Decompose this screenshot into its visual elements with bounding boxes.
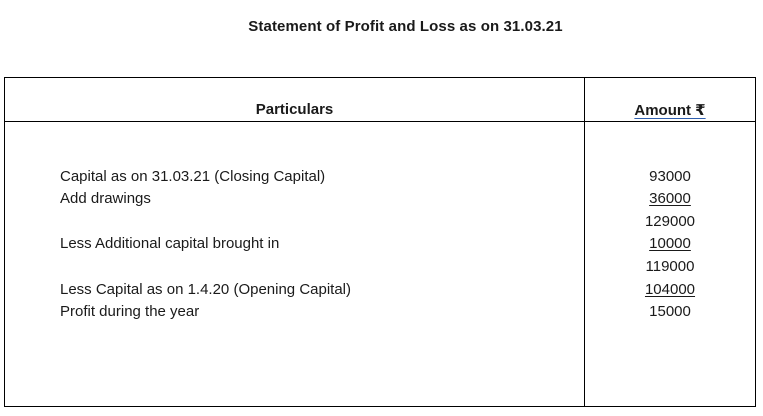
amount-header: [585, 101, 755, 119]
statement-table: [4, 77, 756, 407]
amount-opening-capital: [585, 281, 755, 298]
particular-closing-capital: Capital as on 31.03.21 (Closing Capital): [60, 168, 326, 185]
amount-subtotal-1: 129000: [644, 213, 696, 230]
header-divider: [5, 121, 755, 122]
amount-closing-capital: 93000: [649, 168, 691, 185]
particulars-header: Particulars: [255, 101, 334, 118]
amount-drawings: [585, 190, 755, 207]
particular-profit: Profit during the year: [60, 303, 200, 320]
amount-drawings-value: 36000: [649, 190, 691, 207]
amount-opening-capital-value: 104000: [644, 281, 696, 298]
statement-title: Statement of Profit and Loss as on 31.03.21: [248, 18, 563, 35]
amount-profit: 15000: [649, 303, 691, 320]
amount-subtotal-2: 119000: [645, 258, 695, 275]
amount-additional-capital-value: 10000: [649, 235, 691, 252]
amount-additional-capital: [585, 235, 755, 252]
particular-opening-capital: Less Capital as on 1.4.20 (Opening Capital): [60, 281, 352, 298]
particular-add-drawings: Add drawings: [60, 190, 151, 207]
particular-additional-capital: Less Additional capital brought in: [60, 235, 280, 252]
amount-header-label: Amount ₹: [634, 102, 706, 119]
